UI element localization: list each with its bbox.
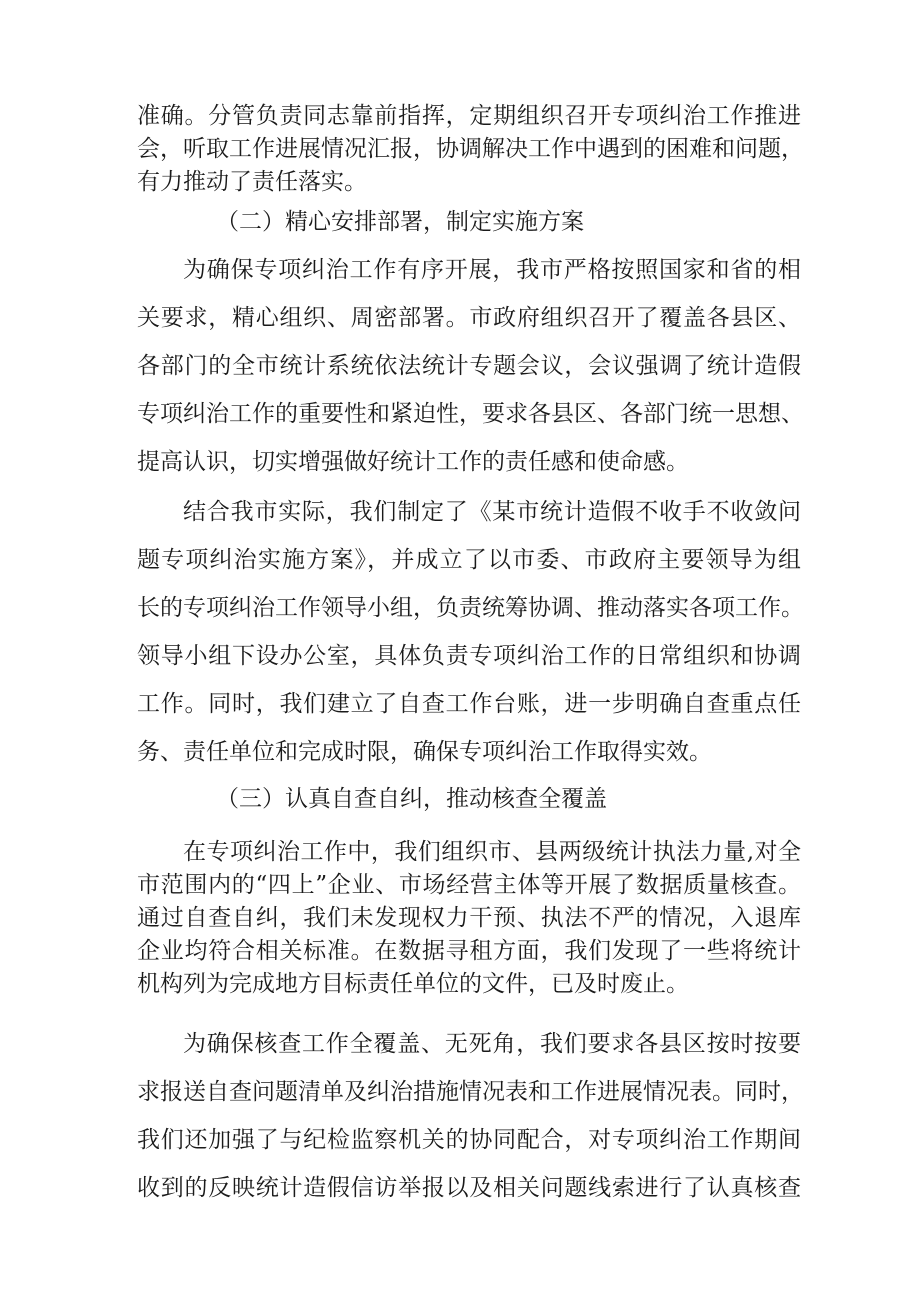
text-line: 领导小组下设办公室，具体负责专项纠治工作的日常组织和协调: [137, 643, 801, 669]
text-line: 题专项纠治实施方案》，并成立了以市委、市政府主要领导为组: [137, 547, 801, 573]
text-line: 有力推动了责任落实。: [137, 169, 367, 195]
text-line: 专项纠治工作的重要性和紧迫性，要求各县区、各部门统一思想、: [137, 401, 804, 427]
section-heading-2: （二）精心安排部署，制定实施方案: [216, 209, 584, 235]
paragraph-responsibility: [137, 100, 804, 199]
paragraph-self-inspection: [137, 836, 801, 1001]
text-line: 结合我市实际，我们制定了《某市统计造假不收手不收敛问: [183, 499, 801, 525]
text-line: 长的专项纠治工作领导小组，负责统筹协调、推动落实各项工作。: [137, 595, 804, 621]
text-line: 机构列为完成地方目标责任单位的文件，已及时废止。: [137, 971, 689, 997]
text-line: 准确。分管负责同志靠前指挥，定期组织召开专项纠治工作推进: [137, 103, 801, 129]
section-heading-3: （三）认真自查自纠，推动核查全覆盖: [216, 786, 607, 812]
text-line: 市范围内的“四上”企业、市场经营主体等开展了数据质量核查。: [137, 872, 801, 898]
text-line: 关要求，精心组织、周密部署。市政府组织召开了覆盖各县区、: [137, 305, 801, 331]
paragraph-deployment: [137, 246, 804, 486]
text-line: 为确保专项纠治工作有序开展，我市严格按照国家和省的相: [183, 257, 801, 283]
text-line: 企业均符合相关标准。在数据寻租方面，我们发现了一些将统计: [137, 938, 801, 964]
text-line: 会，听取工作进展情况汇报，协调解决工作中遇到的困难和问题，: [137, 136, 804, 162]
paragraph-plan: [137, 488, 804, 776]
text-line: 在专项纠治工作中，我们组织市、县两级统计执法力量,对全: [183, 839, 801, 865]
text-line: 我们还加强了与纪检监察机关的协同配合，对专项纠治工作期间: [137, 1127, 801, 1153]
text-line: 务、责任单位和完成时限，确保专项纠治工作取得实效。: [137, 739, 712, 765]
text-line: 求报送自查问题清单及纠治措施情况表和工作进展情况表。同时，: [137, 1079, 804, 1105]
paragraph-full-coverage: [137, 1020, 804, 1212]
text-line: 提高认识，切实增强做好统计工作的责任感和使命感。: [137, 449, 689, 475]
text-line: 工作。同时，我们建立了自查工作台账，进一步明确自查重点任: [137, 691, 801, 717]
text-line: 收到的反映统计造假信访举报以及相关问题线索进行了认真核查: [137, 1175, 801, 1201]
text-line: 为确保核查工作全覆盖、无死角，我们要求各县区按时按要: [183, 1031, 801, 1057]
text-line: 各部门的全市统计系统依法统计专题会议，会议强调了统计造假: [137, 353, 801, 379]
text-line: 通过自查自纠，我们未发现权力干预、执法不严的情况，入退库: [137, 905, 801, 931]
